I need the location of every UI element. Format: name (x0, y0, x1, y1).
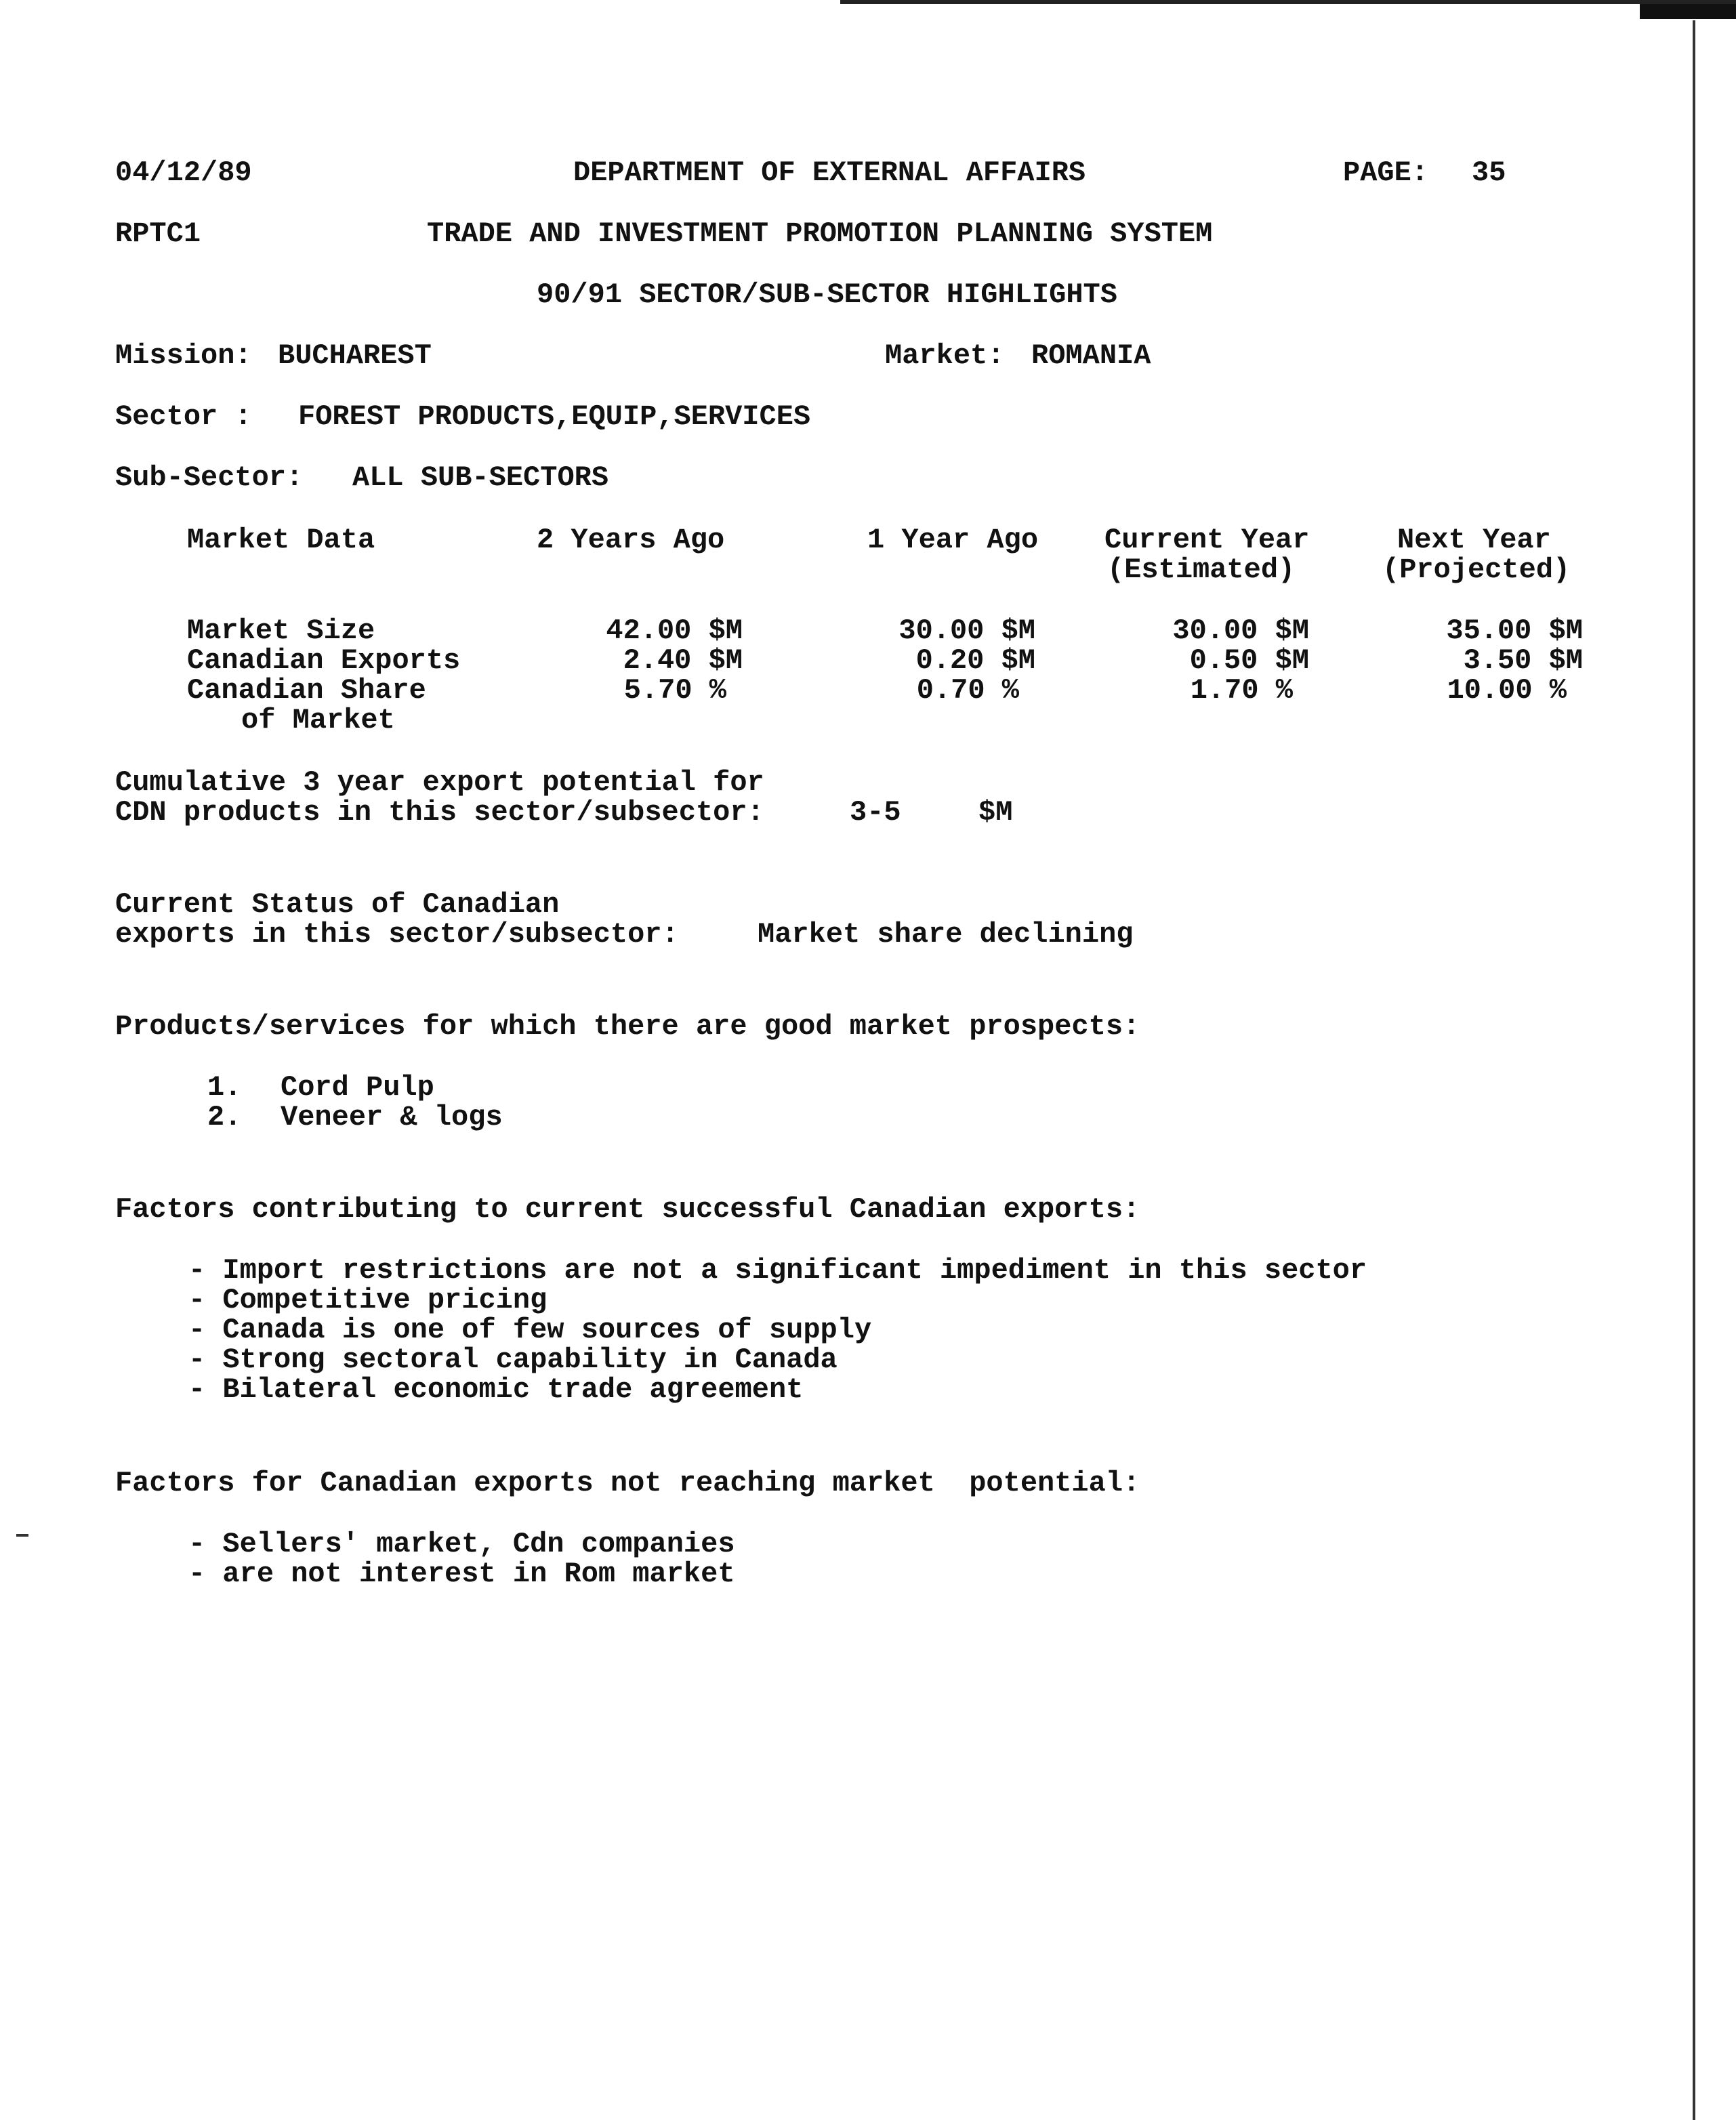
status-line-2: exports in this sector/subsector: (115, 918, 679, 951)
cell-share-1y: 0.70 % (916, 674, 1019, 707)
success-factor-item: - Import restrictions are not a significant impediment in this sector (188, 1254, 1367, 1287)
potential-unit: $M (978, 796, 1013, 829)
system-title: TRADE AND INVESTMENT PROMOTION PLANNING SYSTEM (427, 217, 1213, 250)
prospect-number: 1. (207, 1071, 242, 1104)
potential-line-1: Cumulative 3 year export potential for (115, 766, 764, 799)
scan-edge-top (840, 0, 1736, 4)
cell-exports-next: 3.50 $M (1463, 644, 1583, 677)
shortfall-factors-heading: Factors for Canadian exports not reaching market potential: (115, 1467, 1140, 1499)
subsector-label: Sub-Sector: (115, 461, 304, 494)
prospect-item: Veneer & logs (281, 1101, 503, 1134)
status-line-1: Current Status of Canadian (115, 888, 560, 921)
potential-line-2: CDN products in this sector/subsector: (115, 796, 764, 829)
page-number: 35 (1472, 157, 1506, 189)
mission-value: BUCHAREST (278, 339, 432, 372)
scan-mark (16, 1534, 28, 1537)
scan-edge-right (1693, 20, 1695, 2120)
cell-exports-2y: 2.40 $M (623, 644, 743, 677)
row-label-of-market: of Market (241, 704, 395, 736)
sector-label: Sector : (115, 400, 252, 433)
cell-market-size-2y: 42.00 $M (606, 615, 743, 647)
cell-market-size-current: 30.00 $M (1172, 615, 1309, 647)
success-factor-item: - Bilateral economic trade agreement (188, 1373, 804, 1406)
prospect-item: Cord Pulp (281, 1071, 434, 1104)
table-header-2-years-ago: 2 Years Ago (537, 524, 725, 556)
prospects-heading: Products/services for which there are good market prospects: (115, 1010, 1140, 1043)
cell-market-size-1y: 30.00 $M (898, 615, 1035, 647)
row-label-market-size: Market Size (187, 615, 375, 647)
shortfall-factor-item: - Sellers' market, Cdn companies (188, 1528, 735, 1560)
report-date: 04/12/89 (115, 157, 252, 189)
report-title: 90/91 SECTOR/SUB-SECTOR HIGHLIGHTS (537, 278, 1117, 311)
success-factor-item: - Strong sectoral capability in Canada (188, 1344, 838, 1376)
cell-market-size-next: 35.00 $M (1446, 615, 1583, 647)
success-factor-item: - Canada is one of few sources of supply (188, 1314, 872, 1346)
table-header-1-year-ago: 1 Year Ago (867, 524, 1039, 556)
market-label: Market: (885, 339, 1005, 372)
shortfall-factor-item: - are not interest in Rom market (188, 1558, 735, 1590)
cell-exports-current: 0.50 $M (1189, 644, 1309, 677)
potential-value: 3-5 (850, 796, 901, 829)
prospect-number: 2. (207, 1101, 242, 1134)
table-header-current-year: Current Year (1104, 524, 1310, 556)
status-value: Market share declining (758, 918, 1134, 951)
report-code: RPTC1 (115, 217, 201, 250)
cell-share-2y: 5.70 % (623, 674, 726, 707)
table-header-market-data: Market Data (187, 524, 375, 556)
cell-share-current: 1.70 % (1190, 674, 1293, 707)
subsector-value: ALL SUB-SECTORS (352, 461, 609, 494)
table-subheader-projected: (Projected) (1382, 554, 1571, 586)
cell-exports-1y: 0.20 $M (915, 644, 1035, 677)
sector-value: FOREST PRODUCTS,EQUIP,SERVICES (298, 400, 811, 433)
table-header-next-year: Next Year (1397, 524, 1551, 556)
row-label-canadian-exports: Canadian Exports (187, 644, 461, 677)
department-title: DEPARTMENT OF EXTERNAL AFFAIRS (573, 157, 1086, 189)
scan-edge-corner (1640, 4, 1736, 19)
table-subheader-estimated: (Estimated) (1107, 554, 1296, 586)
market-value: ROMANIA (1031, 339, 1151, 372)
mission-label: Mission: (115, 339, 252, 372)
page-label: PAGE: (1343, 157, 1429, 189)
row-label-canadian-share: Canadian Share (187, 674, 426, 707)
success-factors-heading: Factors contributing to current successful Canadian exports: (115, 1193, 1140, 1226)
cell-share-next: 10.00 % (1447, 674, 1567, 707)
success-factor-item: - Competitive pricing (188, 1284, 547, 1316)
